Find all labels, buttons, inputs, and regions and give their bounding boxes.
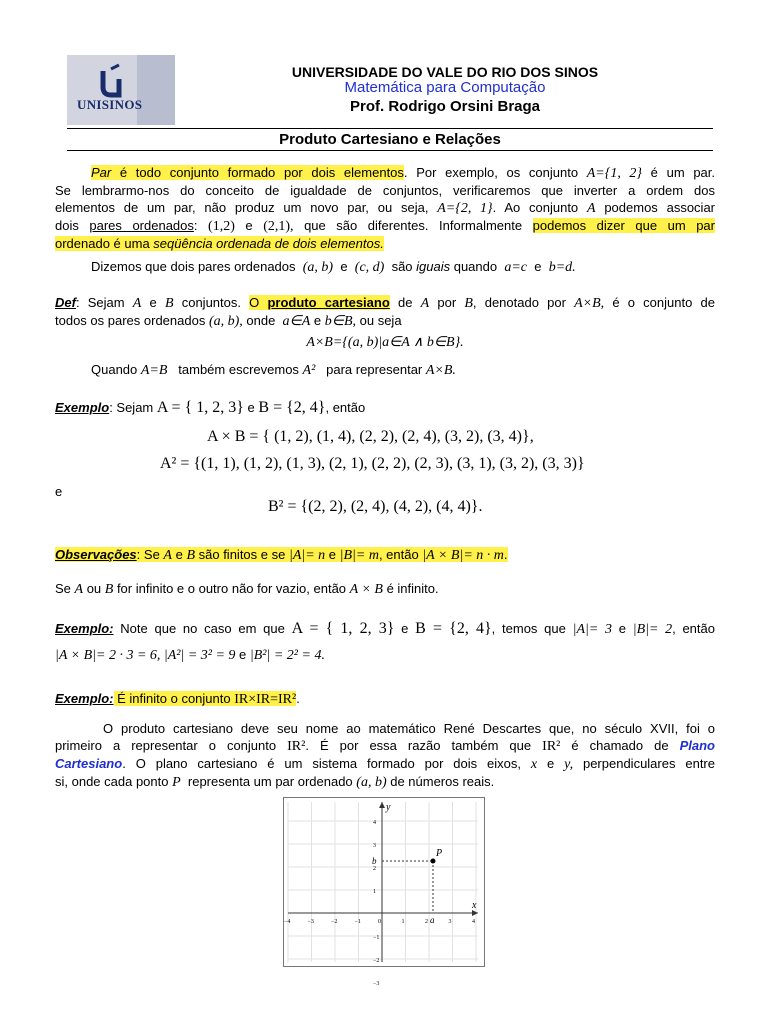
point-p: [431, 859, 436, 864]
axis-ticks: [284, 820, 475, 987]
paragraph-descartes: O produto cartesiano deve seu nome ao matemático René Descartes que, no século XVII, foi o primeiro a representar o conjunto IR². É por essa razão também que IR² é chamado de Plano Cartesiano. O plano cartesiano é um sistema formado por dois eixos, x e y, perpendiculares entre si, onde cada ponto P representa um par ordenado (a, b) de números reais.: [55, 721, 715, 790]
observations-infinite: Se A ou B for infinito e o outro não for vazio, então A × B é infinito.: [55, 581, 439, 597]
y-tick-label: −3: [373, 981, 380, 987]
definition-block: Def: Sejam A e B conjuntos. O produto cartesiano de A por B, denotado por A×B, é o conjunto de todos os pares ordenados (a, b), onde a∈A e b∈B, ou seja: [55, 295, 715, 329]
professor-name: Prof. Rodrigo Orsini Braga: [349, 98, 541, 115]
x-tick-label: 0: [378, 919, 381, 925]
grid: [288, 802, 478, 962]
paragraph-quando: Quando A=B também escrevemos A² para representar A×B.: [91, 362, 456, 378]
example-2: Exemplo: Note que no caso em que A = { 1, 2, 3} e B = {2, 4}, temos que |A|= 3 e |B|= 2, então: [55, 620, 715, 637]
x-axis-label: x: [472, 900, 477, 911]
example-3: Exemplo: É infinito o conjunto IR×IR=IR².: [55, 691, 300, 707]
observations: Observações: Se A e B são finitos e se |A|= n e |B|= m, então |A × B|= n · m.: [55, 547, 508, 563]
paragraph-par: Par é todo conjunto formado por dois elementos. Por exemplo, os conjunto A={1, 2} é um par. Se lembrarmo-nos do conceito de igualdade de conjuntos, verificaremos que inverter a ordem dos elementos de um par, não produz um novo par, ou seja, A={2, 1}. Ao conjunto A podemos associar dois pares ordenados: (1,2) e (2,1), que são diferentes. Informalmente podemos dizer que um par ordenado é uma seqüência ordenada de dois elementos.: [55, 165, 716, 251]
y-axis-label: y: [386, 802, 391, 813]
example-1-e: e: [55, 484, 63, 499]
a-label: a: [430, 915, 435, 925]
cartesian-plane-svg: [284, 798, 484, 987]
logo-mark-icon: [97, 65, 127, 97]
x-tick-label: 3: [448, 919, 452, 925]
cartesian-plane-figure: [283, 797, 485, 987]
y-tick-label: 4: [373, 820, 376, 826]
example-1: Exemplo: Sejam A = { 1, 2, 3} e B = {2, 4}, então: [55, 399, 366, 416]
y-tick-label: 3: [373, 843, 376, 849]
point-label: P: [436, 848, 443, 859]
x-tick-label: −2: [331, 919, 338, 925]
x-tick-label: −3: [307, 919, 314, 925]
title-rule: [67, 150, 713, 151]
cartesian-product-formula: A×B={(a, b)|a∈A ∧ b∈B}.: [306, 335, 464, 350]
logo-text: UNISINOS: [77, 97, 143, 112]
page-title: Produto Cartesiano e Relações: [279, 131, 501, 148]
y-axis-arrow-icon: [379, 802, 385, 808]
x-tick-label: −4: [284, 919, 291, 925]
y-tick-label: −1: [373, 935, 380, 941]
x-tick-label: −1: [354, 919, 361, 925]
x-tick-label: 4: [472, 919, 475, 925]
y-tick-label: 2: [373, 866, 376, 872]
example-1-AxB: A × B = { (1, 2), (1, 4), (2, 2), (2, 4), (3, 2), (3, 4)},: [207, 428, 534, 445]
example-1-B-squared: B² = {(2, 2), (2, 4), (4, 2), (4, 4)}.: [268, 498, 483, 515]
y-tick-label: 1: [373, 889, 376, 895]
example-1-A-squared: A² = {(1, 1), (1, 2), (1, 3), (2, 1), (2, 2), (2, 3), (3, 1), (3, 2), (3, 3)}: [160, 455, 585, 472]
paragraph-equal-pairs: Dizemos que dois pares ordenados (a, b) e (c, d) são iguais quando a=c e b=d.: [91, 259, 576, 275]
y-tick-label: −2: [373, 958, 380, 964]
top-rule: [67, 128, 713, 129]
example-2-cardinalities: |A × B|= 2 · 3 = 6, |A²| = 3² = 9 e |B²| = 2² = 4.: [55, 647, 325, 663]
x-tick-label: 1: [401, 919, 405, 925]
course-name: Matemática para Computação: [344, 79, 546, 96]
x-tick-label: 2: [425, 919, 428, 925]
university-logo: [67, 55, 175, 125]
b-label: b: [372, 856, 377, 866]
university-name: UNIVERSIDADE DO VALE DO RIO DOS SINOS: [291, 64, 599, 80]
